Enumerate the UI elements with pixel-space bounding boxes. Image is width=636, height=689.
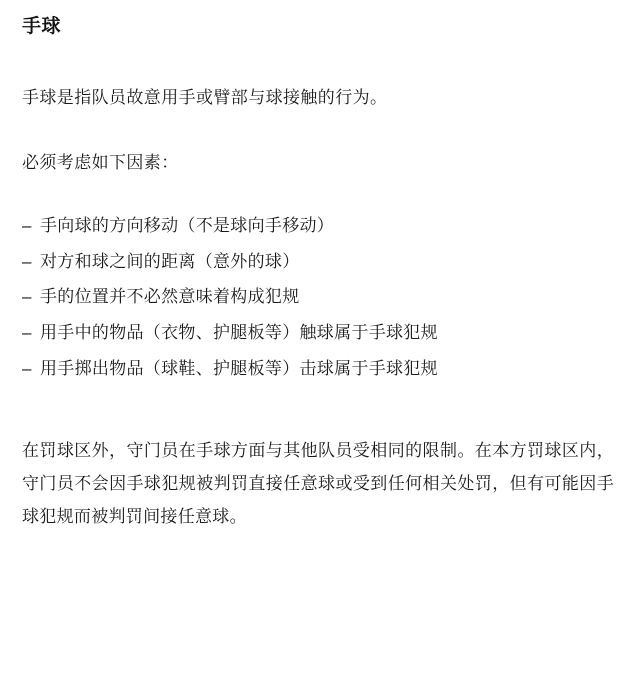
- bullet-dash: –: [22, 287, 32, 307]
- bullet-dash: –: [22, 251, 32, 271]
- goalkeeper-paragraph: 在罚球区外，守门员在手球方面与其他队员受相同的限制。在本方罚球区内，守门员不会因手球犯规被判罚直接任意球或受到任何相关处罚，但有可能因手球犯规而被判罚间接任意球。: [22, 440, 614, 526]
- spacer: [22, 112, 614, 148]
- bullet-dash: –: [22, 216, 32, 236]
- definition-paragraph: 手球是指队员故意用手或臂部与球接触的行为。: [22, 87, 388, 107]
- bullet-dash: –: [22, 323, 32, 343]
- list-item: [22, 244, 614, 280]
- bullet-dash: –: [22, 358, 32, 378]
- spacer: [22, 41, 614, 83]
- list-item: [22, 351, 614, 387]
- list-item-label: 用手中的物品（衣物、护腿板等）触球属于手球犯规: [40, 323, 438, 343]
- list-item-label: 对方和球之间的距离（意外的球）: [40, 251, 300, 271]
- list-item: [22, 315, 614, 351]
- page-title: 手球: [22, 16, 62, 37]
- list-item: [22, 279, 614, 315]
- list-item-label: 手向球的方向移动（不是球向手移动）: [40, 216, 335, 236]
- list-item-label: 手的位置并不必然意味着构成犯规: [40, 287, 300, 307]
- spacer: [22, 178, 614, 208]
- spacer: [22, 387, 614, 417]
- list-item-label: 用手掷出物品（球鞋、护腿板等）击球属于手球犯规: [40, 358, 438, 378]
- factors-intro: 必须考虑如下因素：: [22, 153, 179, 173]
- factors-list: [22, 208, 614, 386]
- list-item: [22, 208, 614, 244]
